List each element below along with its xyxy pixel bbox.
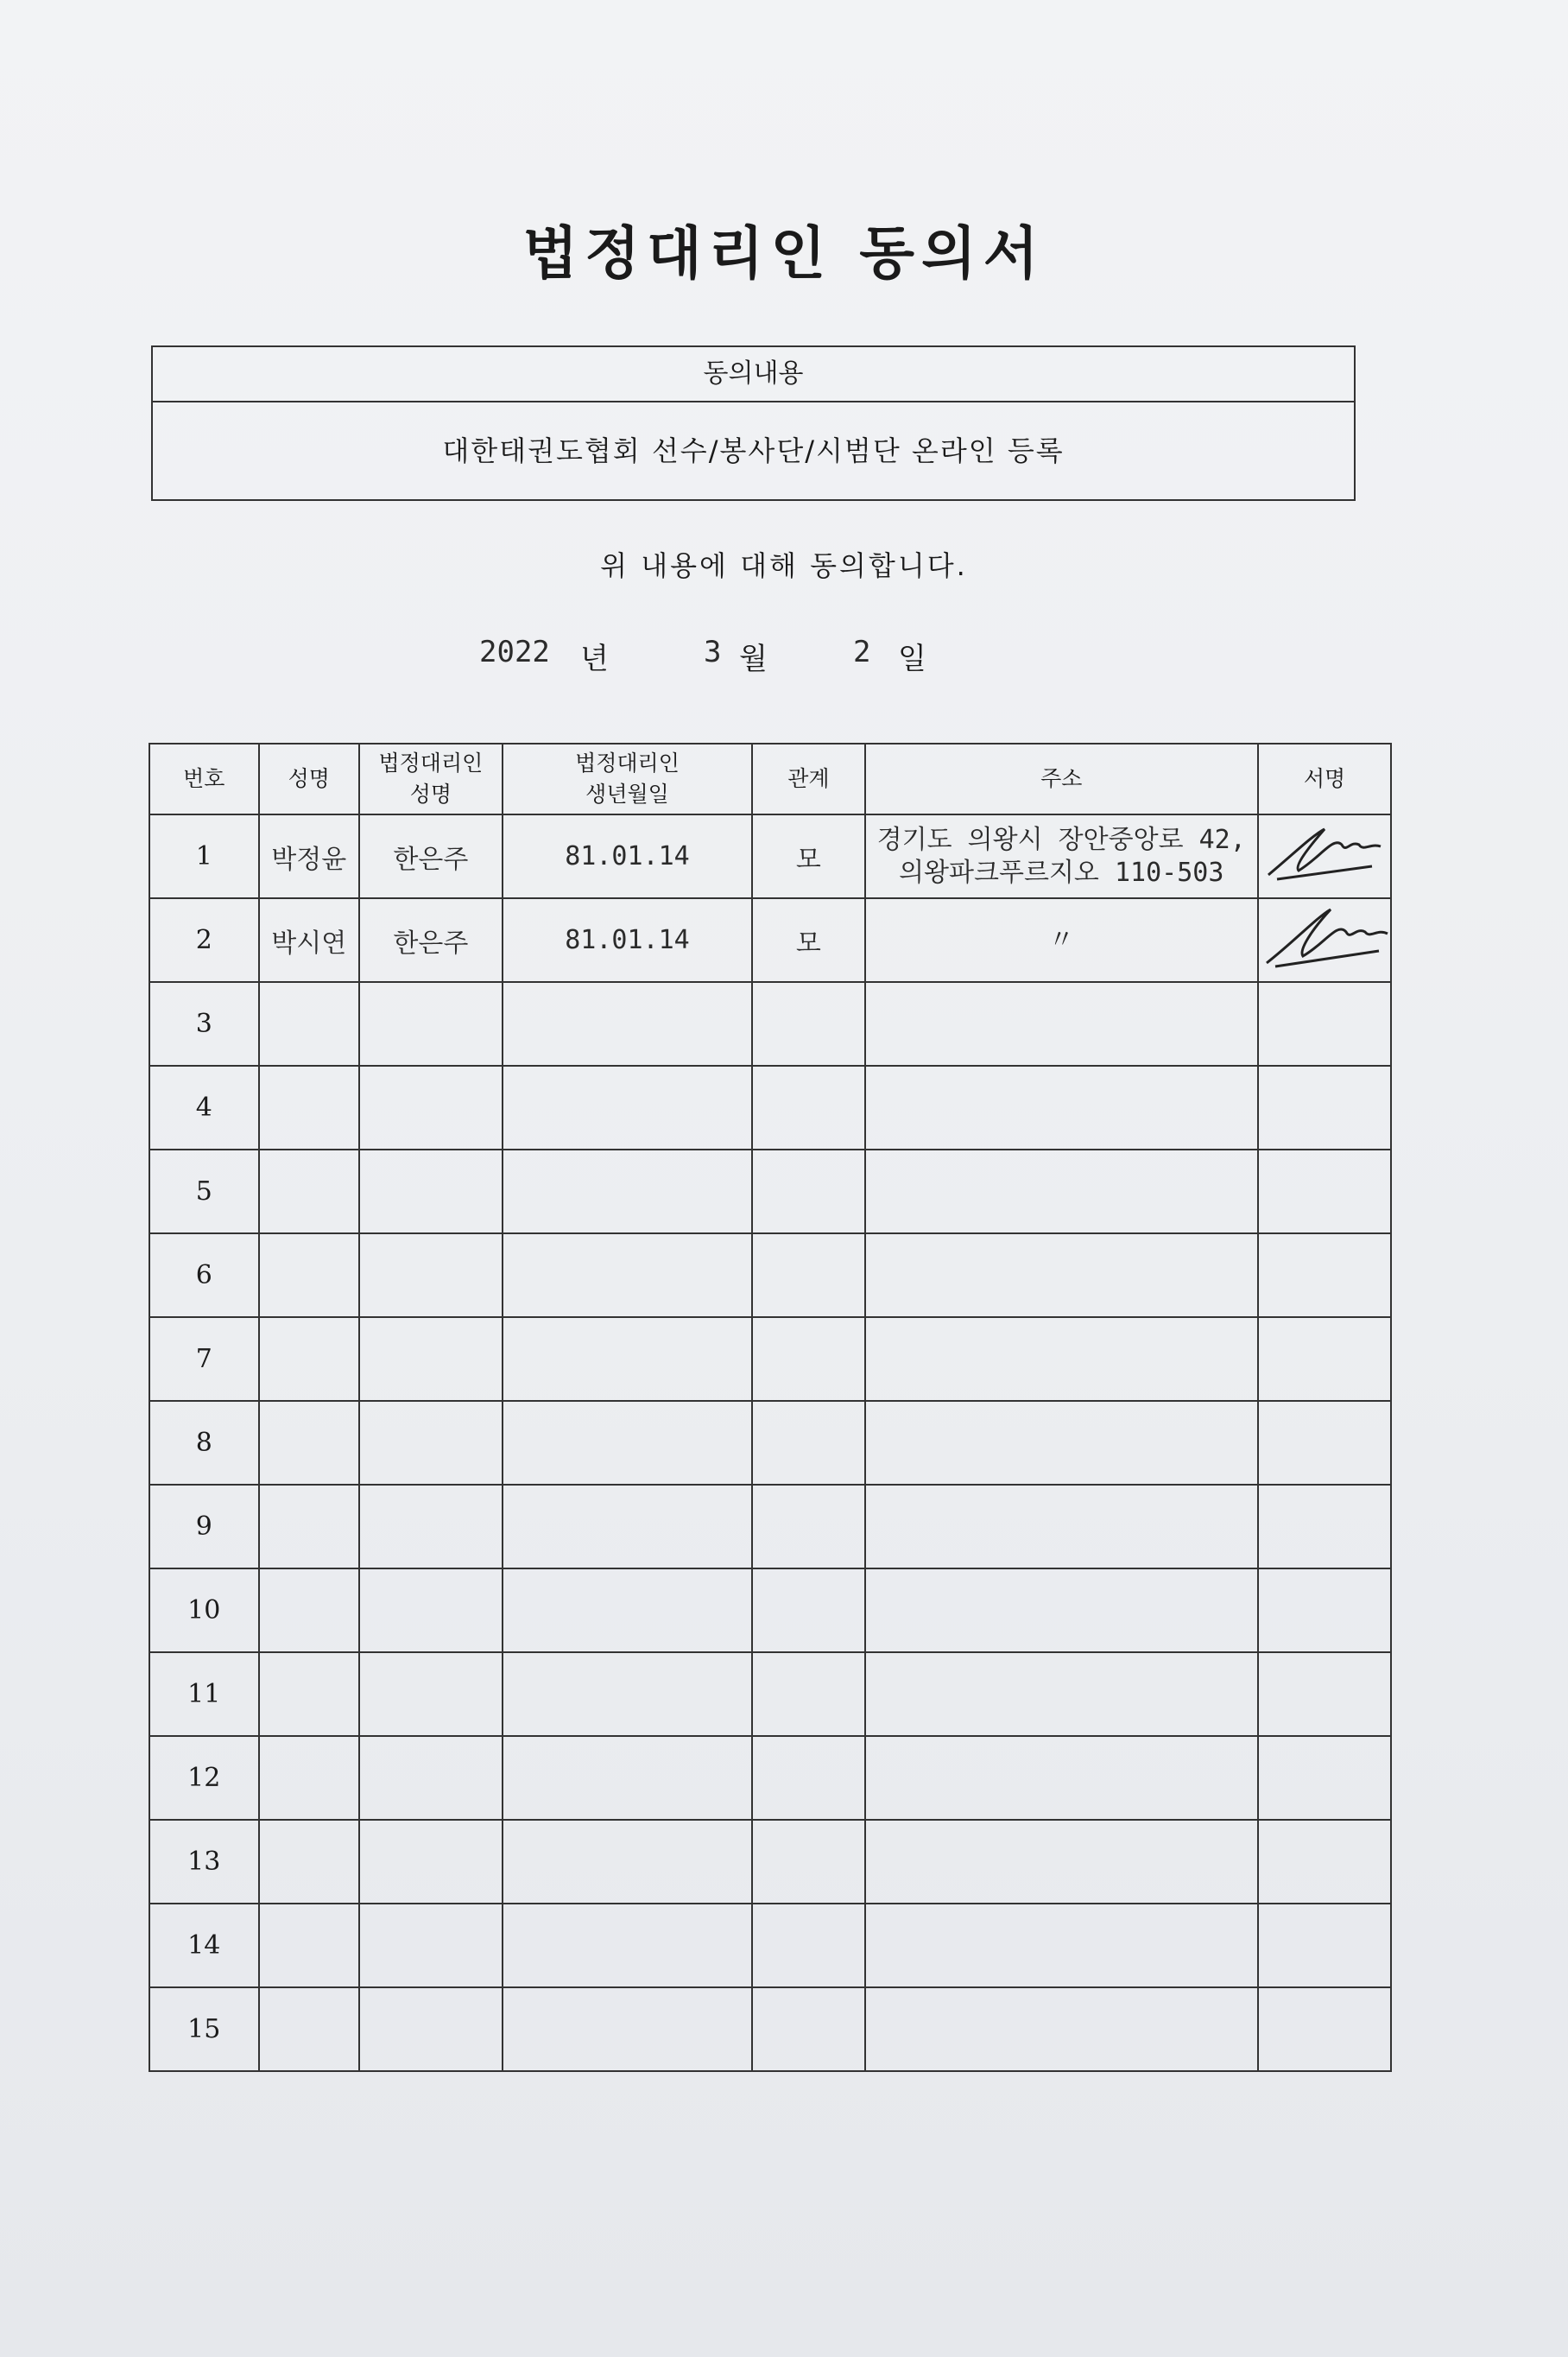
header-guardian-name <box>359 744 503 814</box>
row-guardian-name <box>359 1066 503 1150</box>
date-day: 2 <box>853 635 871 669</box>
date-month: 3 <box>704 635 722 669</box>
row-relation <box>752 1150 864 1233</box>
row-address <box>865 814 1258 898</box>
consent-header: 동의내용 <box>153 347 1354 402</box>
row-number: 4 <box>149 1066 259 1150</box>
row-number: 2 <box>149 898 259 982</box>
row-number: 12 <box>149 1736 259 1820</box>
row-name <box>259 1401 360 1485</box>
row-guardian-birth <box>503 1987 753 2071</box>
page-title: 법정대리인 동의서 <box>522 219 1046 287</box>
row-address <box>865 1066 1258 1150</box>
row-name <box>259 1066 360 1150</box>
table-header-row <box>149 744 1391 814</box>
consent-content-box <box>151 345 1356 501</box>
row-signature <box>1258 1820 1391 1904</box>
row-guardian-name <box>359 982 503 1066</box>
handwritten-signature <box>1260 819 1389 888</box>
date-day-unit: 일 <box>898 642 926 676</box>
guardian-registration-table <box>149 743 1392 2072</box>
row-number: 13 <box>149 1820 259 1904</box>
row-relation <box>752 1820 864 1904</box>
row-number: 3 <box>149 982 259 1066</box>
table-row <box>149 1904 1391 1987</box>
row-address <box>865 898 1258 982</box>
header-guardian-name-line1: 법정대리인 <box>378 751 484 776</box>
row-address <box>865 1904 1258 1987</box>
row-number: 1 <box>149 814 259 898</box>
row-address <box>865 1652 1258 1736</box>
row-guardian-birth <box>503 1401 753 1485</box>
row-signature <box>1258 1736 1391 1820</box>
row-name <box>259 1987 360 2071</box>
table-row <box>149 1401 1391 1485</box>
table-row <box>149 1485 1391 1568</box>
row-relation <box>752 982 864 1066</box>
agreement-statement: 위 내용에 대해 동의합니다. <box>600 549 968 582</box>
row-relation: 모 <box>752 898 864 982</box>
row-guardian-birth <box>503 1317 753 1401</box>
table-row <box>149 1820 1391 1904</box>
row-name <box>259 1233 360 1317</box>
row-guardian-birth: 81.01.14 <box>503 814 753 898</box>
row-signature <box>1258 898 1391 982</box>
row-relation <box>752 1066 864 1150</box>
row-guardian-name <box>359 1736 503 1820</box>
header-signature: 서명 <box>1258 744 1391 814</box>
row-address <box>865 1233 1258 1317</box>
row-address <box>865 1401 1258 1485</box>
table-row <box>149 1736 1391 1820</box>
row-guardian-name <box>359 1233 503 1317</box>
table-row <box>149 1233 1391 1317</box>
row-name <box>259 1652 360 1736</box>
row-relation <box>752 1736 864 1820</box>
row-address <box>865 1485 1258 1568</box>
row-guardian-name <box>359 1987 503 2071</box>
row-guardian-birth <box>503 1485 753 1568</box>
table-row <box>149 1317 1391 1401</box>
row-guardian-name <box>359 1317 503 1401</box>
row-address <box>865 1317 1258 1401</box>
handwritten-signature <box>1260 903 1389 972</box>
row-name <box>259 1736 360 1820</box>
row-signature <box>1258 982 1391 1066</box>
row-guardian-name <box>359 1485 503 1568</box>
consent-content: 대한태권도협회 선수/봉사단/시범단 온라인 등록 <box>442 434 1065 467</box>
row-number: 6 <box>149 1233 259 1317</box>
row-guardian-name <box>359 1568 503 1652</box>
row-signature <box>1258 1904 1391 1987</box>
row-guardian-birth <box>503 1904 753 1987</box>
table-row <box>149 1652 1391 1736</box>
row-guardian-birth <box>503 1568 753 1652</box>
row-name <box>259 1485 360 1568</box>
row-relation <box>752 1317 864 1401</box>
row-signature <box>1258 1987 1391 2071</box>
row-address <box>865 1736 1258 1820</box>
row-relation <box>752 1652 864 1736</box>
row-guardian-birth: 81.01.14 <box>503 898 753 982</box>
row-relation <box>752 1485 864 1568</box>
header-guardian-birth-line1: 법정대리인 <box>575 751 680 776</box>
row-signature <box>1258 1317 1391 1401</box>
row-name: 박정윤 <box>259 814 360 898</box>
row-number: 11 <box>149 1652 259 1736</box>
row-guardian-name: 한은주 <box>359 814 503 898</box>
row-relation <box>752 1401 864 1485</box>
row-address <box>865 1820 1258 1904</box>
row-name: 박시연 <box>259 898 360 982</box>
row-signature <box>1258 1401 1391 1485</box>
row-guardian-name <box>359 1401 503 1485</box>
row-address <box>865 1150 1258 1233</box>
row-name <box>259 1820 360 1904</box>
header-guardian-birth <box>503 744 753 814</box>
table-row <box>149 1150 1391 1233</box>
row-relation <box>752 1233 864 1317</box>
row-name <box>259 1904 360 1987</box>
header-address: 주소 <box>865 744 1258 814</box>
header-name: 성명 <box>259 744 360 814</box>
row-address <box>865 1568 1258 1652</box>
table-row <box>149 982 1391 1066</box>
row-number: 5 <box>149 1150 259 1233</box>
row-guardian-birth <box>503 1820 753 1904</box>
row-signature <box>1258 1485 1391 1568</box>
row-name <box>259 982 360 1066</box>
row-guardian-birth <box>503 1066 753 1150</box>
row-guardian-name <box>359 1150 503 1233</box>
row-number: 7 <box>149 1317 259 1401</box>
row-address-line2: 의왕파크푸르지오 110-503 <box>899 857 1224 888</box>
row-guardian-birth <box>503 1736 753 1820</box>
row-name <box>259 1568 360 1652</box>
row-guardian-name <box>359 1820 503 1904</box>
header-guardian-name-line2: 성명 <box>409 782 452 807</box>
row-guardian-birth <box>503 1233 753 1317</box>
row-relation <box>752 1987 864 2071</box>
row-guardian-birth <box>503 982 753 1066</box>
row-address-line1: 경기도 의왕시 장안중앙로 42, <box>876 824 1246 855</box>
table-row <box>149 814 1391 898</box>
header-relation: 관계 <box>752 744 864 814</box>
row-address-line1: 〃 <box>1048 924 1075 955</box>
row-number: 10 <box>149 1568 259 1652</box>
row-relation: 모 <box>752 814 864 898</box>
row-signature <box>1258 1233 1391 1317</box>
row-signature <box>1258 1150 1391 1233</box>
row-guardian-birth <box>503 1150 753 1233</box>
date-year-unit: 년 <box>580 642 609 676</box>
table-row <box>149 1066 1391 1150</box>
table-row <box>149 1987 1391 2071</box>
row-signature <box>1258 1066 1391 1150</box>
row-address <box>865 1987 1258 2071</box>
date-year: 2022 <box>479 635 550 669</box>
row-guardian-name <box>359 1652 503 1736</box>
table-row <box>149 1568 1391 1652</box>
row-signature <box>1258 1568 1391 1652</box>
row-address <box>865 982 1258 1066</box>
row-guardian-birth <box>503 1652 753 1736</box>
row-number: 15 <box>149 1987 259 2071</box>
row-name <box>259 1317 360 1401</box>
header-number: 번호 <box>149 744 259 814</box>
row-signature <box>1258 1652 1391 1736</box>
date-month-unit: 월 <box>739 642 768 676</box>
row-relation <box>752 1568 864 1652</box>
header-guardian-birth-line2: 생년월일 <box>585 782 669 807</box>
row-name <box>259 1150 360 1233</box>
table-row <box>149 898 1391 982</box>
row-guardian-name <box>359 1904 503 1987</box>
row-number: 9 <box>149 1485 259 1568</box>
row-signature <box>1258 814 1391 898</box>
row-guardian-name: 한은주 <box>359 898 503 982</box>
row-number: 14 <box>149 1904 259 1987</box>
row-relation <box>752 1904 864 1987</box>
row-number: 8 <box>149 1401 259 1485</box>
